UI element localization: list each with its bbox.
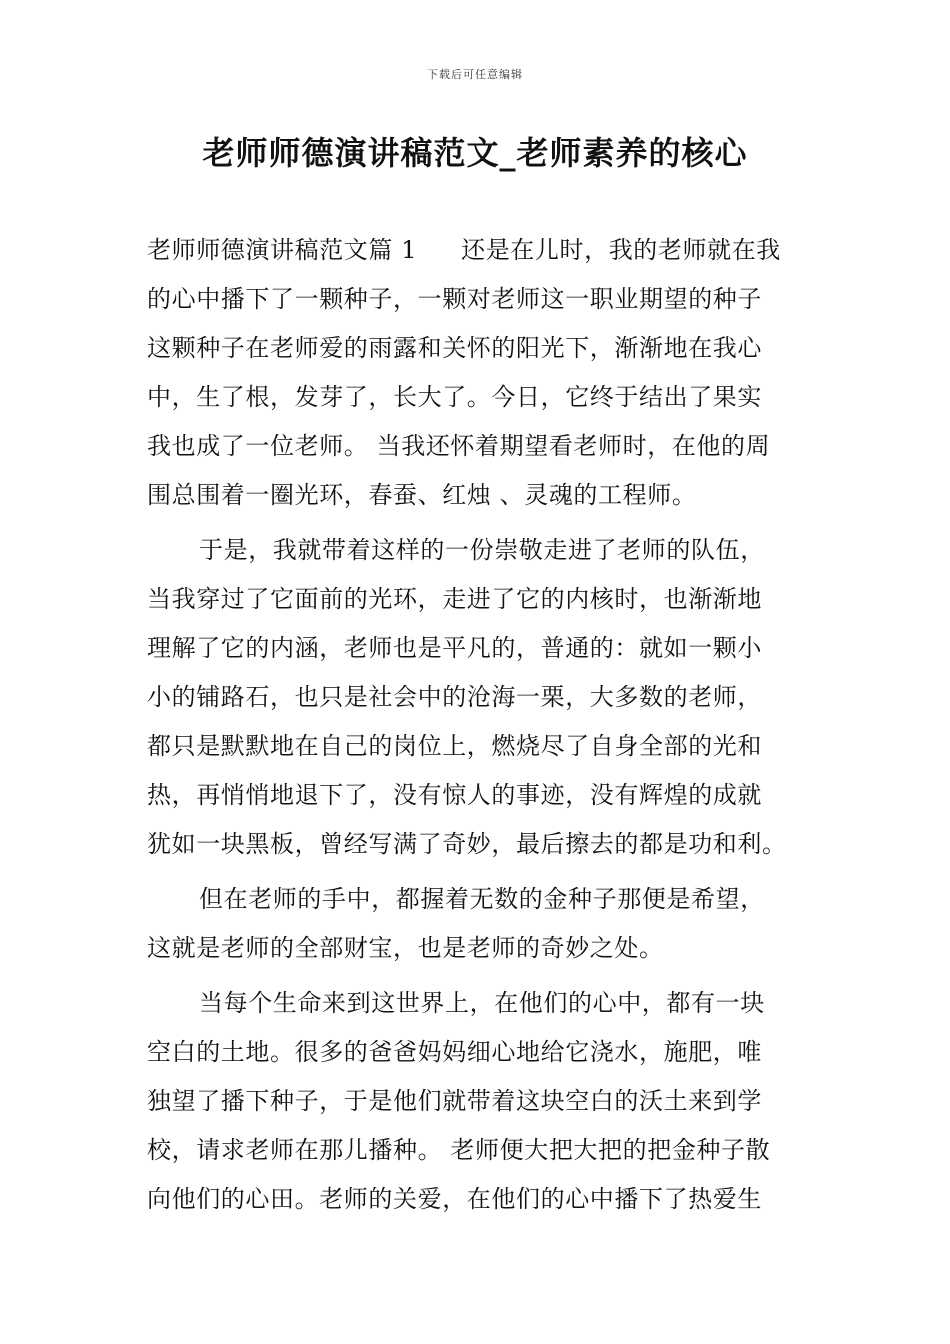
paragraph-2-line-1: 于是，我就带着这样的一份崇敬走进了老师的队伍， <box>199 536 765 564</box>
paragraph-2-line-7: 犹如一块黑板，曾经写满了奇妙，最后擦去的都是功和利。 <box>147 830 787 858</box>
paragraph-3-line-1: 但在老师的手中，都握着无数的金种子那便是希望， <box>199 885 765 913</box>
paragraph-1-line-2: 的心中播下了一颗种子，一颗对老师这一职业期望的种子 <box>147 285 762 313</box>
document-title: 老师师德演讲稿范文_老师素养的核心 <box>202 134 748 172</box>
document-body <box>147 226 807 1224</box>
paragraph-1-line-5: 我也成了一位老师。 当我还怀着期望看老师时，在他的周 <box>147 432 771 460</box>
section-heading: 老师师德演讲稿范文篇 1 <box>147 236 418 264</box>
paragraph-2-line-2: 当我穿过了它面前的光环，走进了它的内核时，也渐渐地 <box>147 585 762 613</box>
paragraph-4-line-4: 校，请求老师在那儿播种。 老师便大把大把的把金种子散 <box>147 1136 771 1164</box>
paragraph-1-line-6: 围总围着一圈光环，春蚕、红烛 、灵魂的工程师。 <box>147 481 697 509</box>
paragraph-4-line-3: 独望了播下种子，于是他们就带着这块空白的沃土来到学 <box>147 1087 762 1115</box>
paragraph-2-line-3: 理解了它的内涵，老师也是平凡的，普通的：就如一颗小 <box>147 634 762 662</box>
paragraph-1-line-1 <box>147 226 807 275</box>
header-note: 下载后可任意编辑 <box>427 68 523 81</box>
paragraph-2-line-5: 都只是默默地在自己的岗位上，燃烧尽了自身全部的光和 <box>147 732 762 760</box>
paragraph-1-opening: 还是在儿时，我的老师就在我 <box>461 236 781 264</box>
paragraph-2-line-6: 热，再悄悄地退下了，没有惊人的事迹，没有辉煌的成就 <box>147 781 762 809</box>
paragraph-2-line-4: 小的铺路石，也只是社会中的沧海一栗，大多数的老师， <box>147 683 762 711</box>
paragraph-1-line-3: 这颗种子在老师爱的雨露和关怀的阳光下，渐渐地在我心 <box>147 334 762 362</box>
paragraph-4-line-5: 向他们的心田。老师的关爱，在他们的心中播下了热爱生 <box>147 1185 762 1213</box>
paragraph-4-line-1: 当每个生命来到这世界上，在他们的心中，都有一块 <box>199 989 765 1017</box>
paragraph-4-line-2: 空白的土地。很多的爸爸妈妈细心地给它浇水，施肥，唯 <box>147 1038 762 1066</box>
paragraph-1-line-4: 中，生了根，发芽了，长大了。今日，它终于结出了果实 <box>147 383 762 411</box>
paragraph-3-line-2: 这就是老师的全部财宝，也是老师的奇妙之处。 <box>147 934 664 962</box>
